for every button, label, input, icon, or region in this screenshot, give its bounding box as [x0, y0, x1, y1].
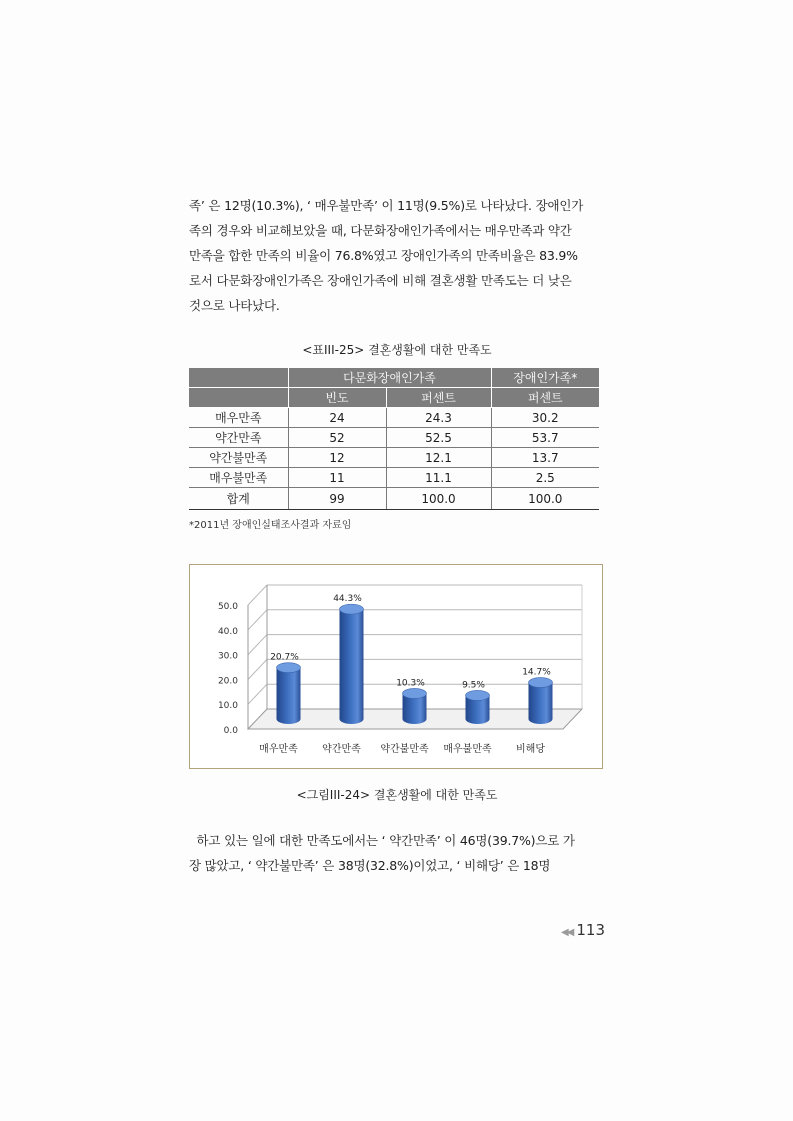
data-label: 9.5% [462, 680, 485, 691]
table-row [189, 468, 599, 488]
text-line: 족’ 은 12명(10.3%), ‘ 매우불만족’ 이 11명(9.5%)로 나타났다. 장애인가 [189, 198, 584, 213]
bar-top [403, 688, 427, 698]
bar-top [529, 678, 553, 688]
table-row [189, 408, 599, 428]
page-number-value: 113 [576, 921, 605, 939]
bar [340, 609, 364, 724]
bar-top [466, 690, 490, 700]
table-cell: 100.0 [386, 488, 491, 510]
table-cell: 2.5 [491, 468, 599, 488]
data-label: 10.3% [396, 678, 425, 689]
bar [277, 668, 301, 724]
header-cell [189, 368, 288, 388]
table-cell: 53.7 [491, 428, 599, 448]
table-cell: 52.5 [386, 428, 491, 448]
table-cell: 13.7 [491, 448, 599, 468]
x-tick-label: 매우만족 [259, 744, 298, 755]
table-row [189, 448, 599, 468]
page-number [555, 921, 605, 939]
side-wall-gridline [248, 659, 267, 679]
text-line: 만족을 합한 만족의 비율이 76.8%였고 장애인가족의 만족비율은 83.9% [189, 248, 578, 263]
table-cell: 12.1 [386, 448, 491, 468]
row-label: 약간만족 [189, 428, 288, 448]
side-wall-gridline [248, 635, 267, 655]
header-cell: 다문화장애인가족 [288, 368, 491, 388]
table-cell: 12 [288, 448, 386, 468]
table-cell: 99 [288, 488, 386, 510]
table-footnote: *2011년 장애인실태조사결과 자료임 [189, 520, 352, 531]
table-cell: 24 [288, 408, 386, 428]
data-label: 14.7% [522, 667, 551, 678]
bar-top [340, 604, 364, 614]
header-cell: 퍼센트 [491, 388, 599, 408]
page-arrows-icon: ◀◀ [560, 927, 573, 938]
row-label: 매우만족 [189, 408, 288, 428]
y-tick-label: 0.0 [223, 726, 238, 736]
bar [529, 683, 553, 724]
side-wall-gridline [248, 585, 267, 605]
header-cell: 퍼센트 [386, 388, 491, 408]
satisfaction-table [189, 368, 599, 510]
bar-chart [190, 565, 601, 767]
table-caption: <표III-25> 결혼생활에 대한 만족도 [302, 343, 492, 357]
table-cell: 52 [288, 428, 386, 448]
x-tick-label: 약간만족 [322, 744, 361, 755]
header-cell: 빈도 [288, 388, 386, 408]
text-line: 족의 경우와 비교해보았을 때, 다문화장애인가족에서는 매우만족과 약간 [189, 223, 572, 238]
header-cell [189, 388, 288, 408]
table-cell: 100.0 [491, 488, 599, 510]
header-cell: 장애인가족* [491, 368, 599, 388]
y-tick-label: 30.0 [217, 651, 238, 662]
x-tick-label: 약간불만족 [380, 744, 429, 755]
table-total-row [189, 488, 599, 510]
side-wall-gridline [248, 610, 267, 630]
text-line: 하고 있는 일에 대한 만족도에서는 ‘ 약간만족’ 이 46명(39.7%)으로 가 [189, 833, 575, 848]
y-tick-label: 50.0 [217, 602, 238, 612]
data-label: 44.3% [333, 594, 362, 605]
row-label: 약간불만족 [189, 448, 288, 468]
body-paragraph-1 [189, 193, 605, 318]
table-row [189, 428, 599, 448]
text-line: 장 많았고, ‘ 약간불만족’ 은 38명(32.8%)이었고, ‘ 비해당’ 은 18명 [189, 858, 551, 873]
x-tick-label: 비해당 [516, 744, 545, 755]
bar-top [277, 663, 301, 673]
text-line: 것으로 나타났다. [189, 298, 280, 313]
x-tick-label: 매우불만족 [443, 744, 492, 755]
data-label: 20.7% [270, 652, 299, 663]
table-header-row [189, 368, 599, 388]
table-subheader-row [189, 388, 599, 408]
table-cell: 11.1 [386, 468, 491, 488]
y-tick-label: 20.0 [217, 676, 238, 687]
figure-caption: <그림III-24> 결혼생활에 대한 만족도 [296, 788, 498, 802]
text-line: 로서 다문화장애인가족은 장애인가족에 비해 결혼생활 만족도는 더 낮은 [189, 273, 572, 288]
row-label: 매우불만족 [189, 468, 288, 488]
side-wall-gridline [248, 684, 267, 704]
y-tick-label: 10.0 [217, 701, 238, 712]
bar-chart-figure [189, 564, 603, 769]
table-cell: 30.2 [491, 408, 599, 428]
table-cell: 11 [288, 468, 386, 488]
table-cell: 24.3 [386, 408, 491, 428]
row-label: 합계 [189, 488, 288, 510]
body-paragraph-2 [189, 828, 605, 878]
y-tick-label: 40.0 [217, 626, 238, 637]
